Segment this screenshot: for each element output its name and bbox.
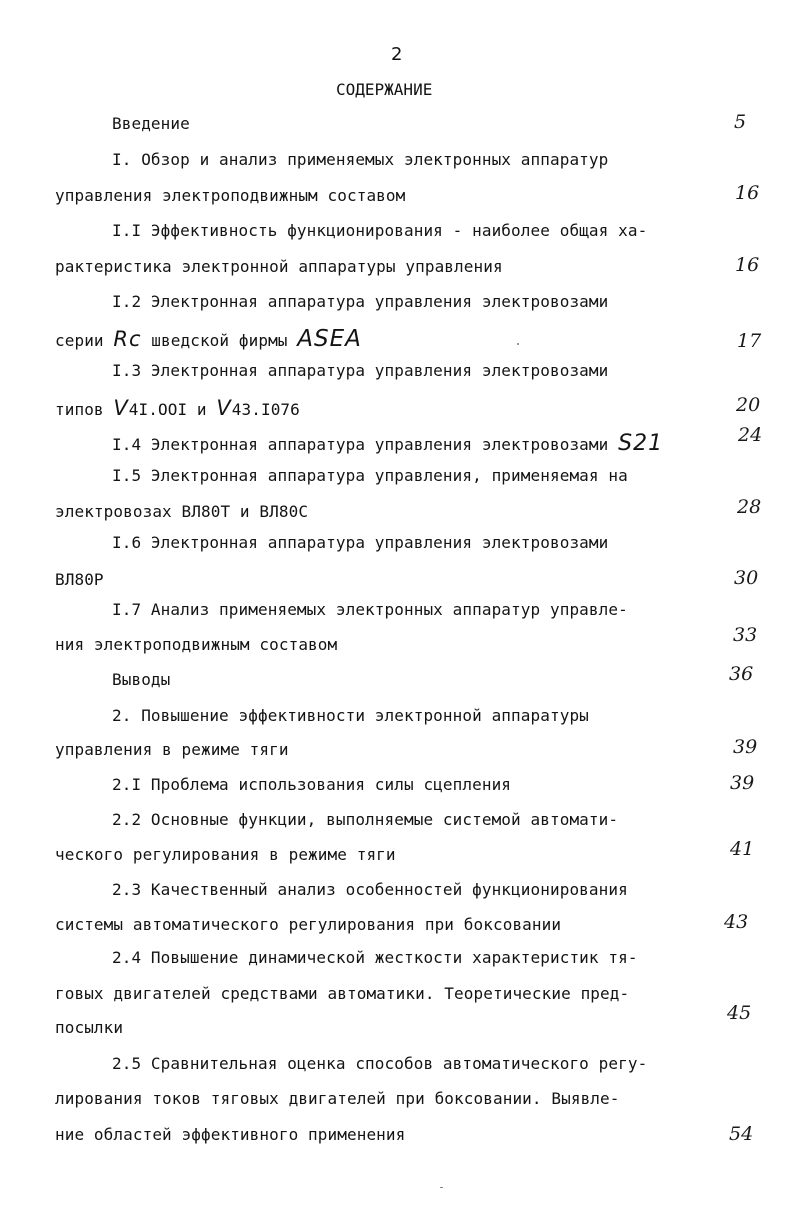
toc-entry-2-1: 2.I Проблема использования силы сцепления [112,775,512,794]
toc-entry-1-6-line2: ВЛ80Р [55,570,104,589]
toc-entry-2-line2: управления в режиме тяги [55,740,289,759]
toc-page-1-7: 33 [733,624,758,646]
toc-entry-2-3-line2: системы автоматического регулирования при боксовании [55,915,562,934]
toc-entry-conclusions: Выводы [112,670,171,689]
handwritten-v-2: V [216,396,232,420]
toc-entry-2-4-line3: посылки [55,1018,124,1037]
text-model-1: 4I.OOI и [128,400,207,419]
toc-entry-1-3-line1: I.3 Электронная аппаратура управления электровозами [112,361,609,380]
toc-page-2-1: 39 [730,772,755,794]
toc-entry-2-5-line1: 2.5 Сравнительная оценка способов автоматического регу- [112,1054,648,1073]
toc-page-2-4: 45 [727,1002,752,1024]
toc-page-1: 16 [735,182,760,204]
toc-page-1-3: 20 [736,394,761,416]
toc-entry-2-line1: 2. Повышение эффективности электронной аппаратуры [112,706,589,725]
toc-entry-1-7-line1: I.7 Анализ применяемых электронных аппаратур управле- [112,600,628,619]
toc-entry-1-6-line1: I.6 Электронная аппаратура управления электровозами [112,533,609,552]
handwritten-s21: S21 [618,431,664,456]
handwritten-asea: ASEA [297,326,362,352]
toc-entry-1-4-line1 [112,431,663,456]
stray-dot [517,343,519,345]
text-model-2: 43.I076 [231,400,300,419]
toc-page-1-5: 28 [737,496,762,518]
toc-entry-1-2-line2 [55,326,362,352]
toc-entry-1-5-line1: I.5 Электронная аппаратура управления, применяемая на [112,466,628,485]
toc-entry-2-5-line2: лирования токов тяговых двигателей при боксовании. Выявле- [55,1089,620,1108]
toc-page-intro: 5 [734,111,747,133]
toc-entry-1-line2: управления электроподвижным составом [55,186,406,205]
text-swedish-firm: шведской фирмы [151,331,288,350]
toc-title: СОДЕРЖАНИЕ [336,80,433,99]
toc-entry-1-2-line1: I.2 Электронная аппаратура управления электровозами [112,292,609,311]
toc-page-2: 39 [733,736,758,758]
stray-mark [440,1187,443,1188]
handwritten-v-1: V [113,396,129,420]
toc-page-conclusions: 36 [729,663,754,685]
text-series: серии [55,331,104,350]
toc-entry-2-4-line1: 2.4 Повышение динамической жесткости характеристик тя- [112,948,638,967]
toc-entry-2-2-line1: 2.2 Основные функции, выполняемые системой автомати- [112,810,619,829]
toc-entry-1-5-line2: электровозах ВЛ80Т и ВЛ80С [55,502,309,521]
toc-page-1-1: 16 [735,254,760,276]
toc-entry-2-5-line3: ние областей эффективного применения [55,1125,406,1144]
toc-page-2-5: 54 [729,1123,754,1145]
toc-entry-1-line1: I. Обзор и анализ применяемых электронных аппаратур [112,150,609,169]
toc-page-1-2: 17 [737,330,762,352]
toc-entry-intro: Введение [112,114,190,133]
toc-page-2-3: 43 [724,911,749,933]
toc-entry-1-4-text: I.4 Электронная аппаратура управления электровозами [112,435,609,454]
text-types: типов [55,400,104,419]
toc-entry-1-1-line2: рактеристика электронной аппаратуры управления [55,257,503,276]
toc-entry-2-4-line2: говых двигателей средствами автоматики. Теоретические пред- [55,984,630,1003]
toc-entry-1-3-line2 [55,396,300,420]
toc-entry-2-3-line1: 2.3 Качественный анализ особенностей функционирования [112,880,628,899]
handwritten-rc: Rc [113,327,142,351]
toc-entry-1-1-line1: I.I Эффективность функционирования - наиболее общая ха- [112,221,648,240]
toc-page-2-2: 41 [730,838,755,860]
page-number: 2 [391,44,403,65]
toc-page-1-4: 24 [738,424,763,446]
toc-page-1-6: 30 [734,567,759,589]
toc-entry-1-7-line2: ния электроподвижным составом [55,635,338,654]
toc-entry-2-2-line2: ческого регулирования в режиме тяги [55,845,396,864]
